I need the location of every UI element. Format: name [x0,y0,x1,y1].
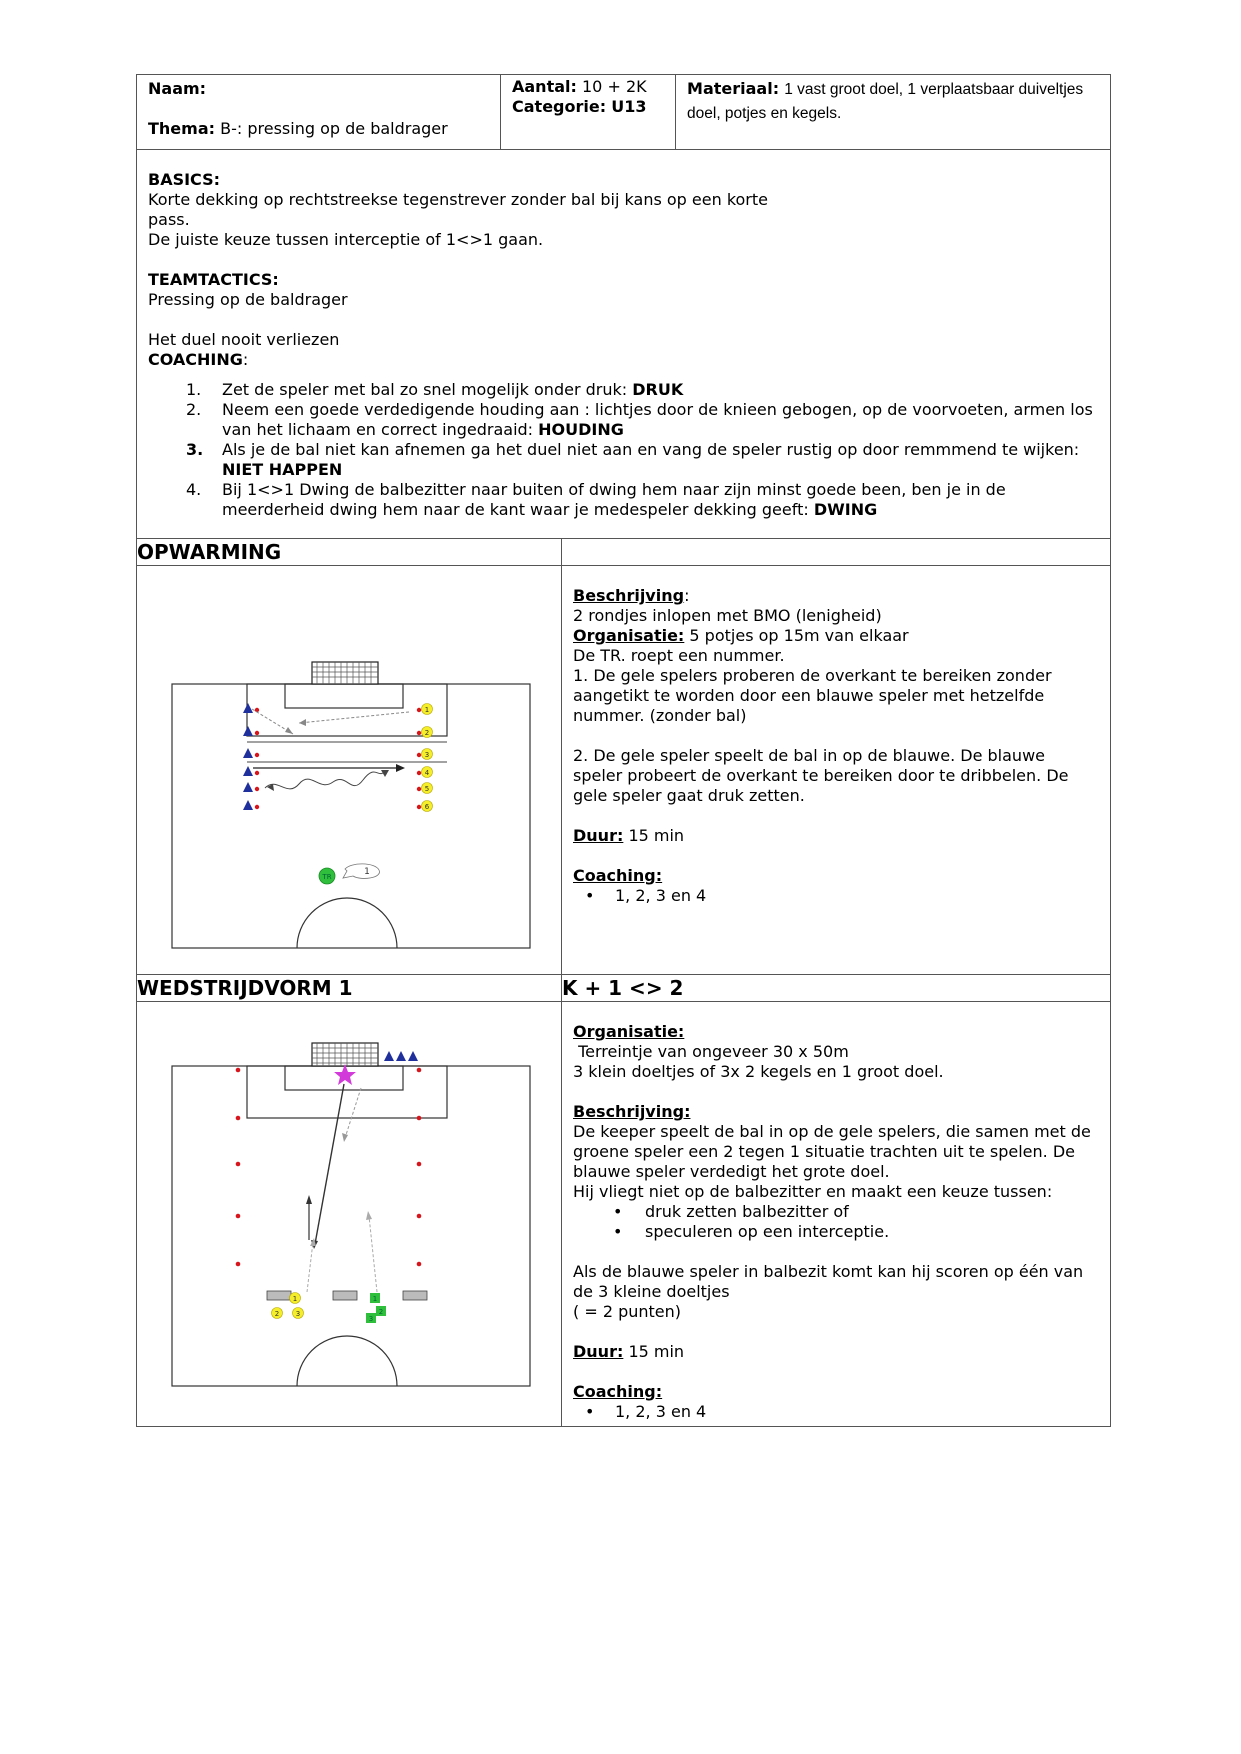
arrowhead [285,727,293,734]
red-cone [255,771,259,775]
coaching-item-text: Bij 1<>1 Dwing de balbezitter naar buiten of dwing hem naar zijn minst goede been, ben je in de meerderheid dwing hem naar de kant waar je medespeler dekking geeft: [222,480,1006,519]
coaching-bullet: • 1, 2, 3 en 4 [573,886,1099,906]
aantal-value: 10 + 2K [582,77,647,96]
coaching-item [148,440,1099,480]
duur-label: Duur: [573,1342,624,1361]
coaching-item-key: DRUK [632,380,684,399]
red-cone [255,731,259,735]
trainer-label: TR [322,873,332,881]
yellow-player-number: 3 [424,751,430,759]
pitch-outline [172,684,530,948]
trainer [319,864,379,884]
yellow-players [422,704,433,812]
dribble-path [265,772,385,789]
coaching-item [148,380,1099,400]
opwarming-title-row [137,539,1111,566]
blue-player [243,703,253,713]
beschrijving-text: De keeper speelt de bal in op de gele spelers, die samen met de groene speler een 2 tegen 1 situatie trachten uit te spelen. De blauwe speler verdedigt het grote doel. [573,1122,1091,1181]
arrowhead [396,764,405,772]
yellow-player-number: 6 [424,803,430,811]
red-cone [255,787,259,791]
coaching-item-number: 2. [186,400,202,419]
blue-defenders [384,1051,418,1061]
categorie-value: U13 [611,97,647,116]
coaching-bullet: • 1, 2, 3 en 4 [573,1402,1099,1422]
opwarming-diagram [137,566,561,974]
coaching-item-number: 4. [186,480,202,499]
arrowhead [342,1133,348,1142]
opwarming-row [137,566,1111,975]
red-cone [417,1162,422,1167]
opwarming-title: OPWARMING [137,539,562,566]
centre-arc [297,898,397,948]
centre-arc [297,1336,397,1386]
coaching-item-number: 3. [186,440,204,459]
training-sheet [136,74,1110,1427]
blue-defender [384,1051,394,1061]
red-cones [255,708,421,809]
pitch [172,684,530,948]
small-goal [403,1291,427,1300]
small-goal [267,1291,291,1300]
intro-row [137,150,1111,539]
arrow-dashed [299,712,409,723]
red-cone [417,805,421,809]
arrow-dashed [345,1088,361,1138]
arrowhead [306,1195,312,1204]
coaching-bullets [573,886,1099,906]
beschrijving-label: Beschrijving: [573,1102,691,1121]
red-cone [236,1262,241,1267]
naam-label: Naam: [148,79,207,98]
blue-player [243,766,253,776]
basics-line-2: pass. [148,210,190,229]
arrowhead [366,1211,372,1220]
green-players [366,1293,386,1323]
arrow-dashed [369,1216,377,1292]
materiaal-value: 1 vast groot doel, 1 verplaatsbaar duiveltjes doel, potjes en kegels. [687,81,1084,122]
arrowhead [299,719,306,726]
blue-player [243,748,253,758]
wedstrijdvorm-text-cell [562,1002,1111,1427]
wedstrijdvorm-title-right: K + 1 <> 2 [562,975,1111,1002]
pitch [172,1066,530,1386]
naam-thema-cell [137,75,501,150]
organisatie-label: Organisatie: [573,626,685,645]
red-cone [417,753,421,757]
wedstrijdvorm-title-row [137,975,1111,1002]
teamtactics-title: TEAMTACTICS: [148,270,279,289]
red-cone [236,1068,241,1073]
wedstrijdvorm-row [137,1002,1111,1427]
keuze-bullet: • druk zetten balbezitter of [573,1202,1099,1222]
yellow-player-number: 4 [424,769,430,777]
red-cone [236,1116,241,1121]
yellow-player-number: 2 [274,1310,280,1318]
materiaal-cell [676,75,1111,150]
materiaal-label: Materiaal: [687,79,780,98]
thema-label: Thema: [148,119,216,138]
pitch-outline [172,1066,530,1386]
sheet-table [136,74,1111,1427]
duur-label: Duur: [573,826,624,845]
green-player-number: 2 [378,1308,384,1316]
coaching-item-text: Als je de bal niet kan afnemen ga het duel niet aan en vang de speler rustig op door remmmend te wijken: [222,440,1080,459]
wedstrijdvorm-diagram-cell [137,1002,562,1427]
organisatie-line-2: 3 klein doeltjes of 3x 2 kegels en 1 groot doel. [573,1062,944,1081]
coaching-item-text: Neem een goede verdedigende houding aan : lichtjes door de knieen gebogen, op de voorvoeten, armen los van het lichaam en correct ingedraaid: [222,400,1093,439]
yellow-player-number: 3 [295,1310,301,1318]
coaching-item-key: NIET HAPPEN [222,460,343,479]
cone-lines [247,742,447,762]
red-cone [255,805,259,809]
aantal-cell [501,75,676,150]
green-player-number: 3 [368,1315,374,1323]
coaching-item [148,400,1099,440]
big-goal [312,662,378,684]
wedstrijdvorm-title: WEDSTRIJDVORM 1 [137,975,562,1002]
beschrijving-label: Beschrijving [573,586,685,605]
red-cone [417,771,421,775]
coaching-item-text: Zet de speler met bal zo snel mogelijk onder druk: [222,380,633,399]
keeper [334,1064,356,1085]
red-cone [417,1214,422,1219]
blue-player [243,800,253,810]
red-cone [417,708,421,712]
arrow-dashed [307,1242,313,1292]
coaching-label: Coaching: [573,866,663,885]
organisatie-line-1: Terreintje van ongeveer 30 x 50m [573,1042,849,1061]
goal-area [285,684,403,708]
thema-value: B-: pressing op de baldrager [220,119,448,138]
punten-text: ( = 2 punten) [573,1302,682,1321]
categorie-label: Categorie: [512,97,607,116]
coaching-bullets [573,1402,1099,1422]
red-cone [417,1068,422,1073]
movement-arrows [306,1084,377,1292]
coaching-title: COACHING [148,350,243,369]
red-cone [236,1214,241,1219]
yellow-player-number: 1 [292,1295,298,1303]
header-row [137,75,1111,150]
duur-value: 15 min [623,1342,685,1361]
beschrijving-line-2: Hij vliegt niet op de balbezitter en maakt een keuze tussen: [573,1182,1053,1201]
basics-title: BASICS: [148,170,221,189]
keuze-bullet: • speculeren op een interceptie. [573,1222,1099,1242]
coaching-item-key: DWING [813,500,878,519]
opwarming-para-2: 2. De gele speler speelt de bal in op de blauwe. De blauwe speler probeert de overkant te bereiken door te dribbelen. De gele speler gaat druk zetten. [573,746,1069,805]
basics-line-3: De juiste keuze tussen interceptie of 1<>1 gaan. [148,230,544,249]
basics-line-1: Korte dekking op rechtstreekse tegenstrever zonder bal bij kans op een korte [148,190,768,209]
organisatie-value: 5 potjes op 15m van elkaar [684,626,909,645]
intro-cell [137,150,1111,539]
keeper-star [334,1064,356,1085]
teamtactics-line: Pressing op de baldrager [148,290,348,309]
coaching-colon: : [242,350,249,369]
keuze-bullets [573,1202,1099,1242]
wedstrijdvorm-diagram [137,1002,561,1426]
red-cone [417,787,421,791]
red-cone [236,1162,241,1167]
coaching-item-key: HOUDING [538,420,624,439]
beschrijving-line: 2 rondjes inlopen met BMO (lenigheid) [573,606,882,625]
blue-defender [408,1051,418,1061]
blue-players [243,703,253,810]
speech-bubble-label: 1 [364,867,370,877]
organisatie-label: Organisatie: [573,1022,685,1041]
coaching-item [148,480,1099,520]
duur-value: 15 min [623,826,685,845]
yellow-player-number: 1 [424,706,430,714]
red-cone [417,1262,422,1267]
blue-defender [396,1051,406,1061]
red-cone [417,1116,422,1121]
blue-player [243,782,253,792]
scoren-text: Als de blauwe speler in balbezit komt kan hij scoren op één van de 3 kleine doeltjes [573,1262,1084,1301]
opwarming-diagram-cell [137,566,562,975]
blue-player [243,726,253,736]
yellow-player-number: 2 [424,729,430,737]
green-player-number: 1 [372,1295,378,1303]
beschrijving-colon: : [684,586,690,605]
coaching-list [148,380,1099,520]
tr-line: De TR. roept een nummer. [573,646,785,665]
yellow-player-number: 5 [424,785,430,793]
coaching-item-number: 1. [186,380,202,399]
coaching-label: Coaching: [573,1382,663,1401]
red-cone [417,731,421,735]
movement-arrows [252,709,409,791]
red-cone [255,753,259,757]
opwarming-text-cell [562,566,1111,975]
big-goal [312,1043,378,1066]
opwarming-title-right [562,539,1111,566]
aantal-label: Aantal: [512,77,577,96]
duel-line: Het duel nooit verliezen [148,330,340,349]
speech-bubble [343,864,379,879]
small-goal [333,1291,357,1300]
arrow-pass [315,1084,344,1244]
opwarming-para-1: 1. De gele spelers proberen de overkant te bereiken zonder aangetikt te worden door een blauwe speler met hetzelfde nummer. (zonder bal) [573,666,1052,725]
